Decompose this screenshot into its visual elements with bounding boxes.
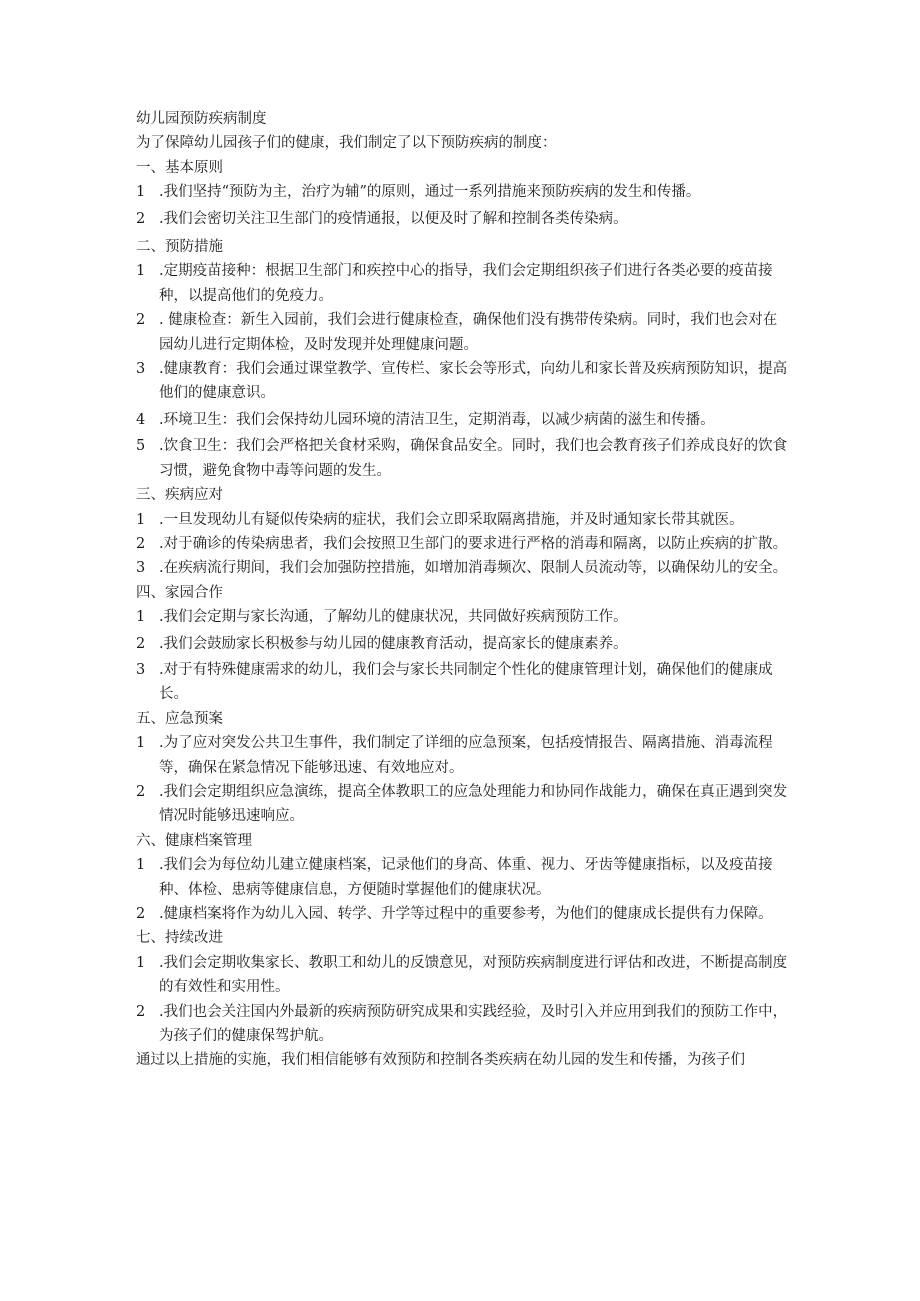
- closing-paragraph: 通过以上措施的实施，我们相信能够有效预防和控制各类疾病在幼儿园的发生和传播，为孩子们: [136, 1052, 745, 1069]
- item-text: .健康教育：我们会通过课堂教学、宣传栏、家长会等形式，向幼儿和家长普及疾病预防知识，提高他们的健康意识。: [159, 361, 788, 402]
- item-text: .我们会定期收集家长、教职工和幼儿的反馈意见，对预防疾病制度进行评估和改进，不断提高制度的有效性和实用性。: [159, 954, 788, 996]
- section-heading-continuous-improvement: 七、持续改进: [136, 930, 223, 947]
- list-item: [136, 508, 788, 532]
- list-item: [136, 853, 788, 902]
- item-text: .健康档案将作为幼儿入园、转学、升学等过程中的重要参考，为他们的健康成长提供有力保障。: [159, 906, 773, 922]
- list-item: [136, 207, 788, 231]
- item-text: .我们会鼓励家长积极参与幼儿园的健康教育活动，提高家长的健康素养。: [159, 635, 628, 652]
- item-number: 3: [136, 560, 146, 577]
- item-text: .饮食卫生：我们会严格把关食材采购，确保食品安全。同时，我们也会教育孩子们养成良好的饮食习惯，避免食物中毒等问题的发生。: [159, 438, 788, 479]
- item-number: 3: [136, 361, 146, 378]
- section-heading-basic-principles: 一、基本原则: [136, 159, 223, 176]
- item-number: 2: [136, 210, 146, 227]
- item-number: 2: [136, 783, 146, 800]
- item-number: 2: [136, 312, 146, 329]
- list-item: [136, 780, 788, 829]
- list-item: [136, 951, 788, 1000]
- item-text: .我们会密切关注卫生部门的疫情通报，以便及时了解和控制各类传染病。: [159, 210, 628, 227]
- section-heading-emergency-plan: 五、应急预案: [136, 710, 223, 727]
- section-heading-prevention-measures: 二、预防措施: [136, 239, 223, 256]
- intro-paragraph: 为了保障幼儿园孩子们的健康，我们制定了以下预防疾病的制度：: [136, 135, 557, 152]
- item-text: .我们会定期组织应急演练，提高全体教职工的应急处理能力和协同作战能力，确保在真正遇到突发情况时能够迅速响应。: [159, 783, 788, 825]
- item-text: .我们会为每位幼儿建立健康档案，记录他们的身高、体重、视力、牙齿等健康指标，以及疫苗接种、体检、患病等健康信息，方便随时掌握他们的健康状况。: [159, 857, 773, 898]
- item-number: 2: [136, 635, 146, 652]
- item-number: 2: [136, 1003, 146, 1020]
- list-item: [136, 658, 788, 707]
- item-number: 5: [136, 438, 146, 455]
- list-item: [136, 308, 788, 357]
- item-text: .对于有特殊健康需求的幼儿，我们会与家长共同制定个性化的健康管理计划，确保他们的健康成长。: [159, 661, 773, 703]
- item-text: .对于确诊的传染病患者，我们会按照卫生部门的要求进行严格的消毒和隔离，以防止疾病的扩散。: [159, 535, 788, 552]
- item-text: .在疾病流行期间，我们会加强防控措施，如增加消毒频次、限制人员流动等，以确保幼儿的安全。: [159, 560, 788, 577]
- list-item: [136, 605, 788, 629]
- item-text: .我们会定期与家长沟通，了解幼儿的健康状况，共同做好疾病预防工作。: [159, 609, 628, 626]
- list-item: [136, 902, 788, 926]
- item-number: 3: [136, 661, 146, 678]
- list-item: [136, 731, 788, 780]
- item-number: 1: [136, 735, 146, 752]
- item-text: .一旦发现幼儿有疑似传染病的症状，我们会立即采取隔离措施，并及时通知家长带其就医。: [159, 511, 744, 528]
- section-heading-disease-response: 三、疾病应对: [136, 487, 223, 504]
- list-item: [136, 408, 788, 432]
- item-number: 4: [136, 411, 146, 428]
- item-number: 1: [136, 263, 146, 280]
- list-item: [136, 632, 788, 656]
- item-number: 1: [136, 857, 146, 874]
- item-number: 2: [136, 906, 146, 922]
- item-number: 1: [136, 609, 146, 626]
- item-number: 1: [136, 511, 146, 528]
- list-item: [136, 532, 788, 556]
- item-text: .我们坚持“预防为主，治疗为辅”的原则，通过一系列措施来预防疾病的发生和传播。: [159, 184, 701, 201]
- item-number: 1: [136, 954, 146, 971]
- document-body: [136, 107, 788, 1073]
- section-heading-health-records: 六、健康档案管理: [136, 832, 252, 849]
- item-text: . 健康检查：新生入园前，我们会进行健康检查，确保他们没有携带传染病。同时，我们也会对在园幼儿进行定期体检，及时发现并处理健康问题。: [159, 312, 778, 353]
- item-number: 1: [136, 184, 146, 201]
- list-item: [136, 1000, 788, 1049]
- item-text: .定期疫苗接种：根据卫生部门和疾控中心的指导，我们会定期组织孩子们进行各类必要的疫苗接种，以提高他们的免疫力。: [159, 263, 773, 304]
- list-item: [136, 357, 788, 406]
- list-item: [136, 434, 788, 483]
- list-item: [136, 259, 788, 308]
- item-text: .环境卫生：我们会保持幼儿园环境的清洁卫生，定期消毒，以减少病菌的滋生和传播。: [159, 411, 715, 428]
- item-text: .为了应对突发公共卫生事件，我们制定了详细的应急预案，包括疫情报告、隔离措施、消毒流程等，确保在紧急情况下能够迅速、有效地应对。: [159, 735, 773, 776]
- item-number: 2: [136, 535, 146, 552]
- section-heading-home-school-cooperation: 四、家园合作: [136, 584, 223, 601]
- list-item: [136, 556, 788, 580]
- list-item: [136, 180, 788, 204]
- item-text: .我们也会关注国内外最新的疾病预防研究成果和实践经验，及时引入并应用到我们的预防工作中，为孩子们的健康保驾护航。: [159, 1003, 788, 1045]
- document-title: 幼儿园预防疾病制度: [136, 111, 267, 127]
